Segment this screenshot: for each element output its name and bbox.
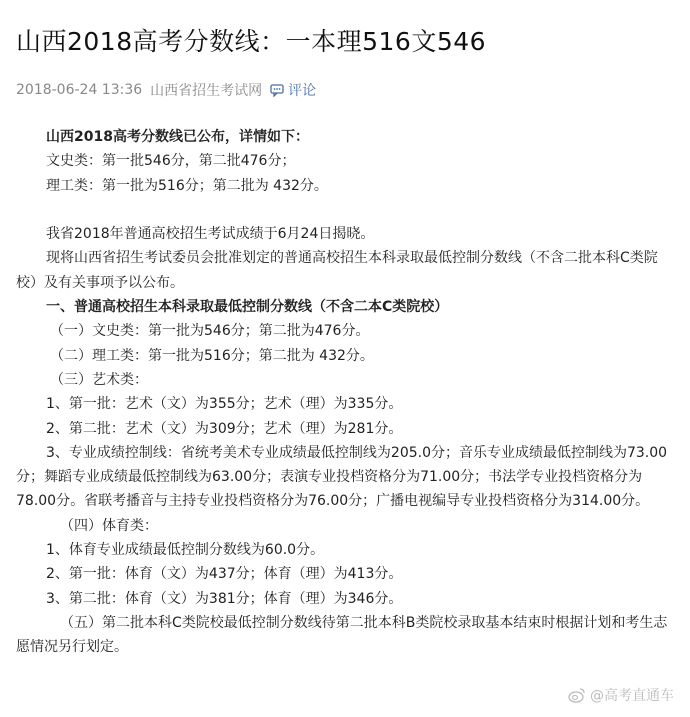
item-art: （三）艺术类： — [50, 371, 148, 388]
comment-label[interactable]: 评论 — [288, 83, 317, 99]
intro-heading: 山西2018高考分数线已公布，详情如下： — [46, 129, 309, 145]
intro-ligong: 理工类：第一批为516分；第二批为 432分。 — [46, 177, 328, 194]
article-meta — [16, 80, 316, 100]
intro-wenshi: 文史类：第一批546分，第二批476分； — [46, 153, 296, 170]
paragraph-scope: 现将山西省招生考试委员会批准划定的普通高校招生本科录取最低控制分数线（不含二批本科C类院校）及有关事项予以公布。 — [16, 250, 658, 291]
article-body — [16, 125, 676, 660]
art-line-1: 1、第一批：艺术（文）为355分；艺术（理）为335分。 — [46, 396, 403, 413]
pe-line-1: 1、体育专业成绩最低控制分数线为60.0分。 — [46, 542, 325, 559]
source-link[interactable]: 山西省招生考试网 — [150, 83, 263, 99]
watermark-text: @高考直通车 — [590, 688, 674, 704]
paragraph-announce: 我省2018年普通高校招生考试成绩于6月24日揭晓。 — [46, 226, 375, 243]
publish-date: 2018-06-24 13:36 — [16, 82, 143, 98]
pe-line-2: 2、第一批：体育（文）为437分；体育（理）为413分。 — [46, 566, 403, 583]
comment-link[interactable] — [270, 80, 316, 100]
item-pe: （四）体育类： — [60, 517, 158, 534]
art-line-2: 2、第二批：艺术（文）为309分；艺术（理）为281分。 — [46, 420, 403, 437]
pe-line-3: 3、第二批：体育（文）为381分；体育（理）为346分。 — [46, 590, 403, 607]
watermark — [568, 685, 674, 705]
article-title: 山西2018高考分数线：一本理516文546 — [16, 27, 487, 56]
weibo-icon — [568, 687, 586, 703]
comment-icon — [270, 84, 284, 97]
section1-heading: 一、普通高校招生本科录取最低控制分数线（不含二本C类院校） — [46, 299, 449, 316]
item-wenshi: （一）文史类：第一批为546分；第二批为476分。 — [50, 323, 370, 340]
art-line-3: 3、专业成绩控制线：省统考美术专业成绩最低控制线为205.0分；音乐专业成绩最低控制线为73.00分；舞蹈专业成绩最低控制线为63.00分；表演专业投档资格分为71.00分；书法学专业投档资格分为78.00分。省联考播音与主持专业投档资格分为76.00分；广播电视编导专业投档资格分为314.00分。 — [16, 444, 668, 510]
item-c-class: （五）第二批本科C类院校最低控制分数线待第二批本科B类院校录取基本结束时根据计划和考生志愿情况另行划定。 — [16, 614, 668, 656]
item-ligong: （二）理工类：第一批为516分；第二批为 432分。 — [50, 347, 374, 364]
